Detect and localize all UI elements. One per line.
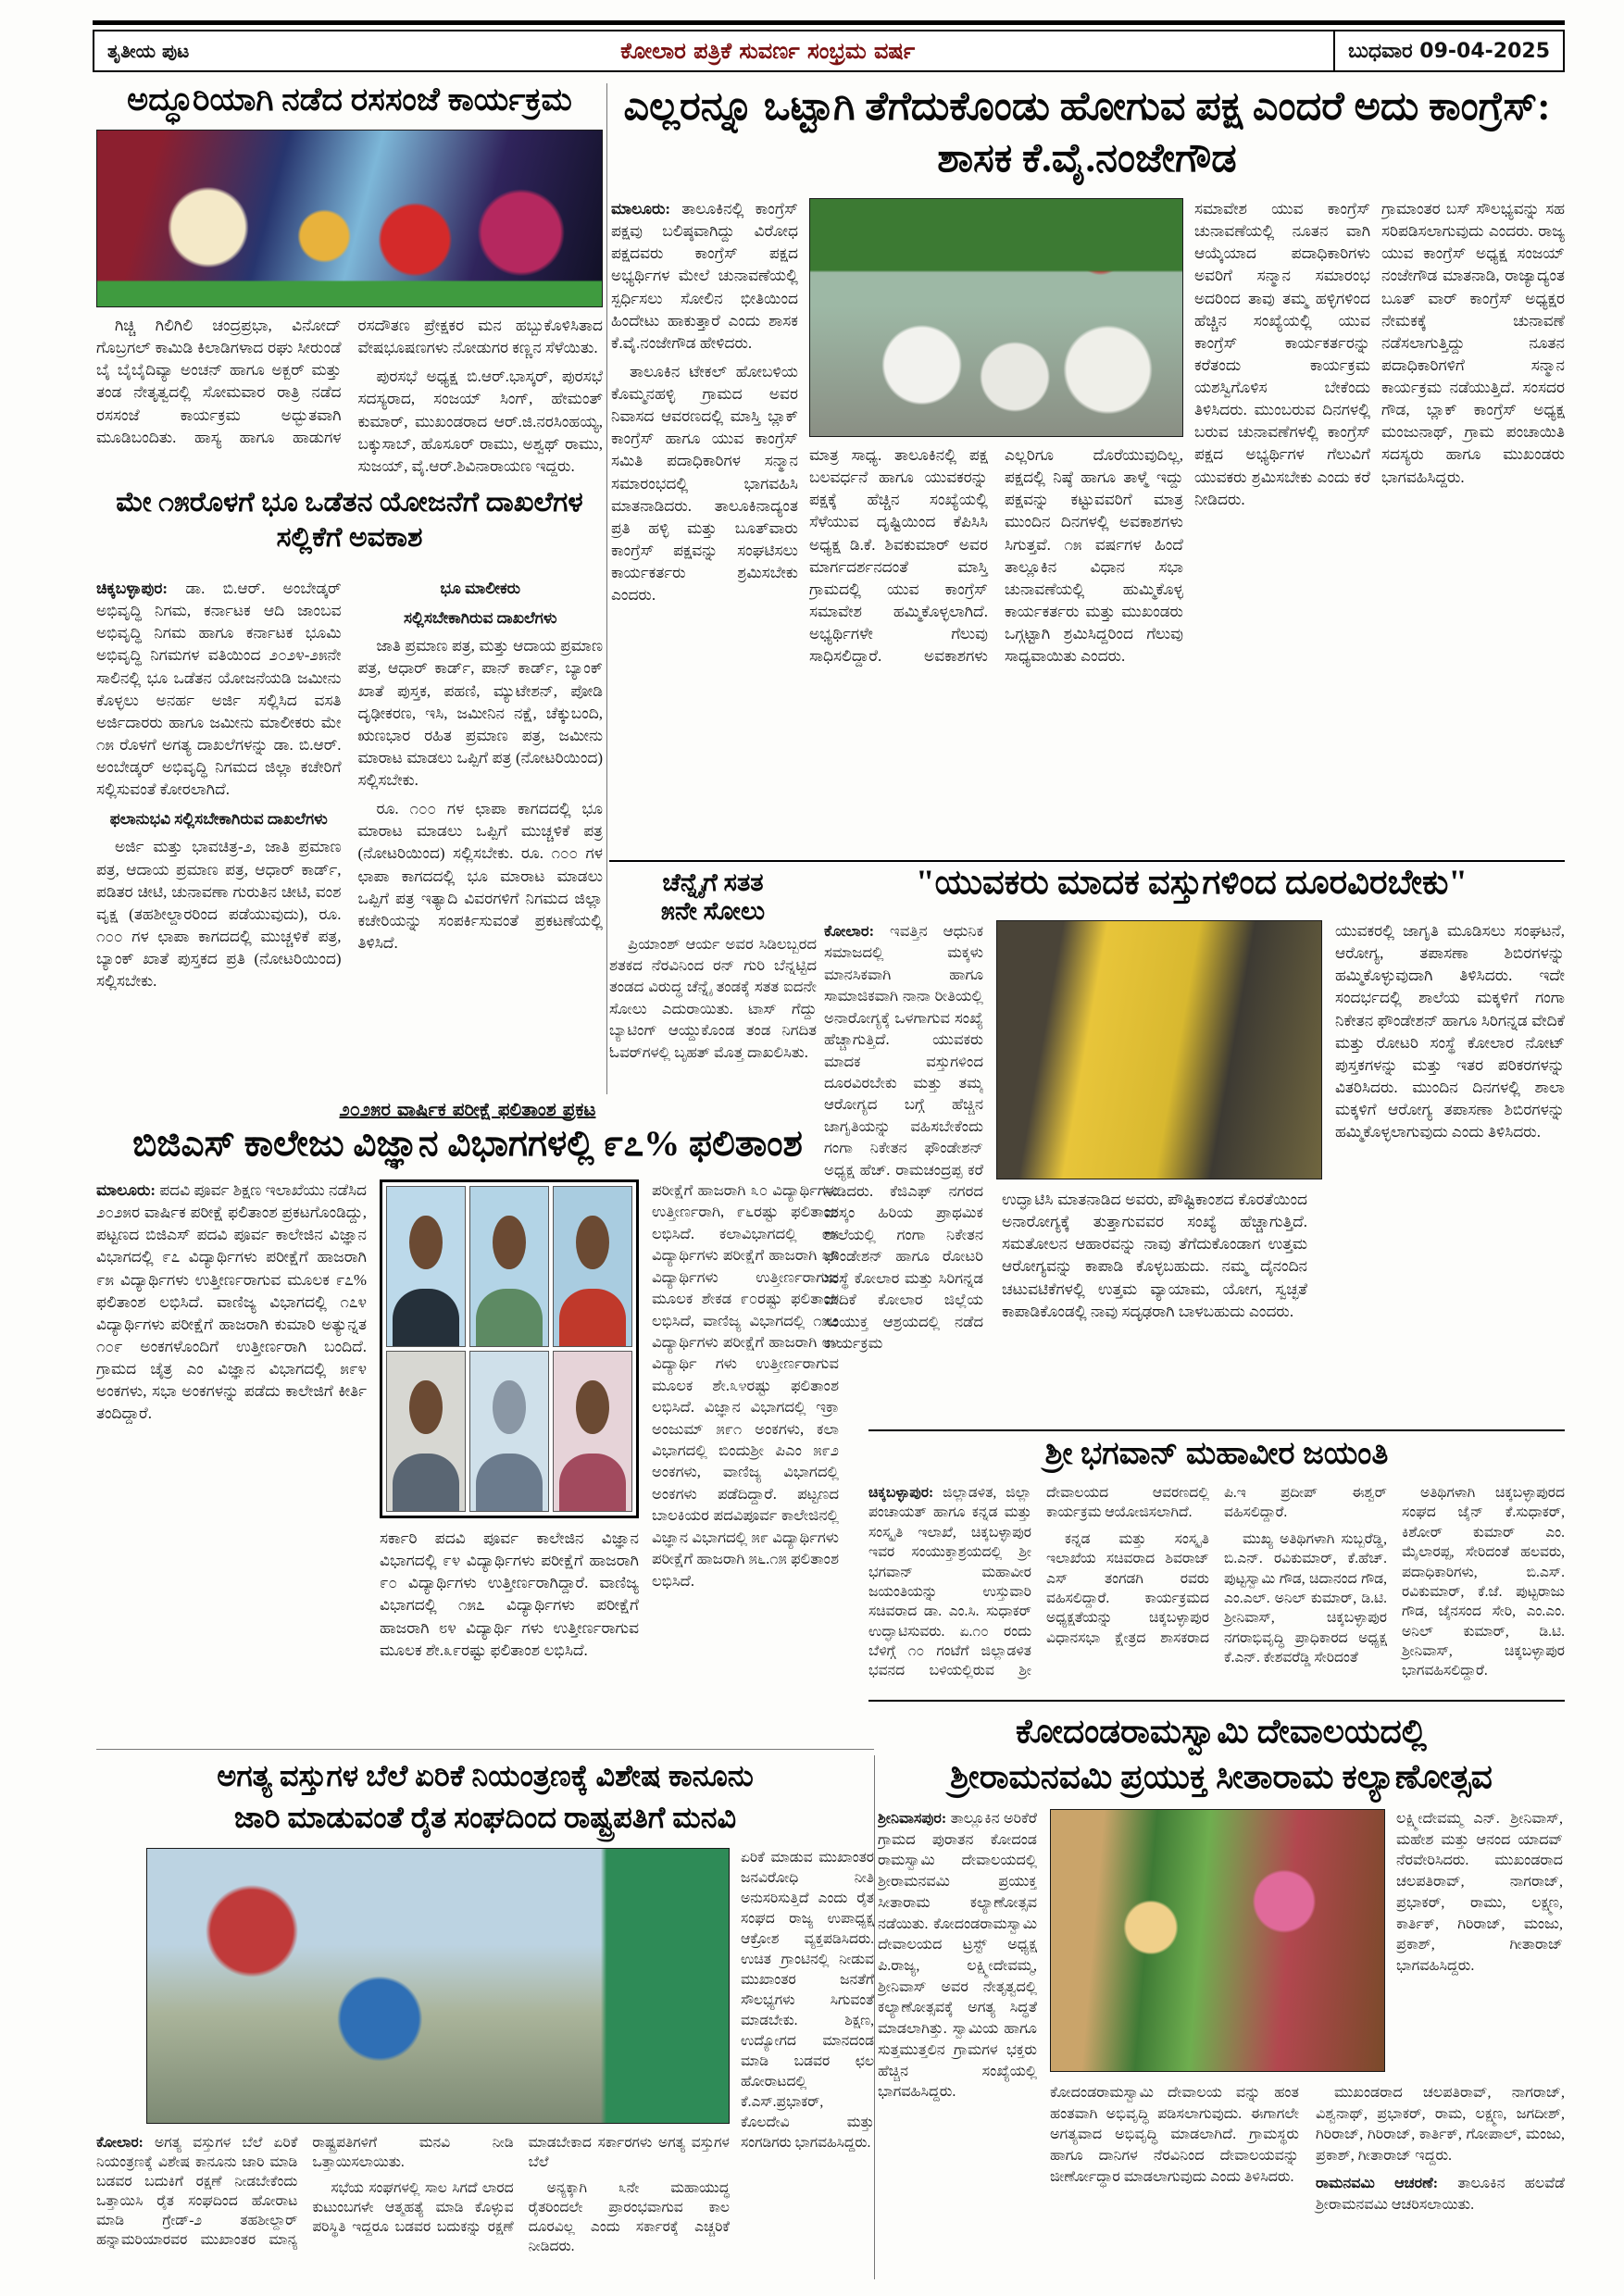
rasasanje-photo [96,130,603,307]
land-p2: ಅರ್ಜಿ ಮತ್ತು ಭಾವಚಿತ್ರ-೨, ಜಾತಿ ಪ್ರಮಾಣ ಪತ್ರ, ಆದಾಯ ಪ್ರಮಾಣ ಪತ್ರ, ಆಧಾರ್ ಕಾರ್ಡ್, ಪಡಿತರ ಚೀಟಿ, ಚುನಾವಣಾ ಗುರುತಿನ ಚೀಟಿ, ವಂಶ ವೃಕ್ಷ (ತಹಶೀಲ್ದಾರರಿಂದ ಪಡೆಯುವುದು), ರೂ. ೧೦೦ ಗಳ ಛಾಪಾ ಕಾಗದದಲ್ಲಿ ಮುಚ್ಚಳಿಕೆ ಪತ್ರ, ಬ್ಯಾಂಕ್ ಖಾತೆ ಪುಸ್ತಕದ ಪ್ರತಿ (ನೋಟರಿಯಿಂದ) ಸಲ್ಲಿಸಬೇಕು. [96,838,342,991]
bgs-body [96,1179,839,1742]
column-rule-left [606,83,607,1094]
yuvakaru-mid-group [996,920,1322,1431]
yuvakaru-photo [996,920,1322,1179]
kodanda-side-p: ಲಕ್ಷ್ಮೀದೇವಮ್ಮ ಎನ್. ಶ್ರೀನಿವಾಸ್, ಮಹೇಶ ಮತ್ತು ಆನಂದ ಯಾದವ್ ನೆರವೇರಿಸಿದರು. ಮುಖಂಡರಾದ ಚಲಪತಿರಾವ್, ನಾಗರಾಜ್, ಪ್ರಭಾಕರ್, ರಾಮು, ಲಕ್ಷ್ಮಣ, ಕಾರ್ತಿಕ್, ಗಿರಿರಾಜ್, ಮಂಜು, ಪ್ರಕಾಶ್, ಗೀತಾರಾಜ್ ಭಾಗವಹಿಸಿದ್ದರು. [1396,1811,1563,1975]
congress-col1b: ತಾಲೂಕಿನ ಟೇಕಲ್ ಹೋಬಳಿಯ ಕೊಮ್ಮನಹಳ್ಳಿ ಗ್ರಾಮದ ಅವರ ನಿವಾಸದ ಆವರಣದಲ್ಲಿ ಮಾಸ್ತಿ ಬ್ಲಾಕ್ ಕಾಂಗ್ರೆಸ್ ಹಾಗೂ ಯುವ ಕಾಂಗ್ರೆಸ್ ಸಮಿತಿ ಪದಾಧಿಕಾರಿಗಳ ಸನ್ಮಾನ ಸಮಾರಂಭದಲ್ಲಿ ಭಾಗವಹಿಸಿ ಮಾತನಾಡಿದರು. ತಾಲೂಕಿನಾದ್ಯಂತ ಪ್ರತಿ ಹಳ್ಳಿ ಮತ್ತು ಬೂತ್‌ವಾರು ಕಾಂಗ್ರೆಸ್ ಪಕ್ಷವನ್ನು ಸಂಘಟಿಸಲು ಕಾರ್ಯಕರ್ತರು ಶ್ರಮಿಸಬೇಕು ಎಂದರು. [611,362,798,605]
bgs-col1-text: ಪದವಿ ಪೂರ್ವ ಶಿಕ್ಷಣ ಇಲಾಖೆಯು ನಡೆಸಿದ ೨೦೨೫ರ ವಾರ್ಷಿಕ ಪರೀಕ್ಷೆ ಫಲಿತಾಂಶ ಪ್ರಕಟಗೊಂಡಿದ್ದು, ಪಟ್ಟಣದ ಬಿಜಿಎಸ್ ಪದವಿ ಪೂರ್ವ ಕಾಲೇಜಿನ ವಿಜ್ಞಾನ ವಿಭಾಗದಲ್ಲಿ ೯೭ ವಿದ್ಯಾರ್ಥಿಗಳು ಪರೀಕ್ಷೆಗೆ ಹಾಜರಾಗಿ ೯೫ ವಿದ್ಯಾರ್ಥಿಗಳು ಉತ್ತೀರ್ಣರಾಗುವ ಮೂಲಕ ೯೭% ಫಲಿತಾಂಶ ಲಭಿಸಿದೆ. ವಾಣಿಜ್ಯ ವಿಭಾಗದಲ್ಲಿ ೧೭೪ ವಿದ್ಯಾರ್ಥಿಗಳು ಪರೀಕ್ಷೆಗೆ ಹಾಜರಾಗಿ ಕುಮಾರಿ ಅತ್ಯುನ್ನತ ೧೦೯ ಅಂಕಗಳೊಂದಿಗೆ ಉತ್ತೀರ್ಣರಾಗಿ ಬಂದಿದೆ. ಗ್ರಾಮದ ಚೈತ್ರ ಎಂ ವಿಜ್ಞಾನ ವಿಭಾಗದಲ್ಲಿ ೫೯೪ ಅಂಕಗಳು, ಸಭಾ ಅಂಕಗಳನ್ನು ಪಡೆದು ಕಾಲೇಜಿಗೆ ಕೀರ್ತಿ ತಂದಿದ್ದಾರೆ. [96,1181,367,1423]
mahaveer-p4: ಅತಿಥಿಗಳಾಗಿ ಚಿಕ್ಕಬಳ್ಳಾಪುರದ ಸಂಘದ ಜೈನ್ ಕೆ.ಸುಧಾಕರ್, ಕಿಶೋರ್ ಕುಮಾರ್ ಎಂ. ಮೈಲಾರಪ್ಪ, ಸೇರಿದಂತೆ ಹಲವರು, ಪದಾಧಿಕಾರಿಗಳು, ಬಿ.ಎಸ್. ರವಿಕುಮಾರ್, ಕೆ.ಜೆ. ಪುಟ್ಟರಾಜು ಗೌಡ, ಜೈನಸಂದ ಸೇರಿ, ಎಂ.ಎಂ. ಅನಿಲ್ ಕುಮಾರ್, ಡಿ.ಟಿ. ಶ್ರೀನಿವಾಸ್, ಚಿಕ್ಕಬಳ್ಳಾಪುರ ಭಾಗವಹಿಸಲಿದ್ದಾರೆ. [1402,1485,1565,1679]
bgs-headline: ಬಿಜಿಎಸ್ ಕಾಲೇಜು ವಿಜ್ಞಾನ ವಿಭಾಗಗಳಲ್ಲಿ ೯೭% ಫಲಿತಾಂಶ [132,1124,803,1164]
congress-mid-group [809,198,1183,861]
land-p1: ಡಾ. ಬಿ.ಆರ್. ಅಂಬೇಡ್ಕರ್ ಅಭಿವೃದ್ಧಿ ನಿಗಮ, ಕರ್ನಾಟಕ ಆದಿ ಜಾಂಬವ ಅಭಿವೃದ್ಧಿ ನಿಗಮ ಹಾಗೂ ಕರ್ನಾಟಕ ಭೂಮಿ ಅಭಿವೃದ್ಧಿ ನಿಗಮಗಳ ವತಿಯಿಂದ ೨೦೨೪-೨೫ನೇ ಸಾಲಿನಲ್ಲಿ ಭೂ ಒಡೆತನ ಯೋಜನೆಯಡಿ ಜಮೀನು ಕೊಳ್ಳಲು ಅನರ್ಹ ಅರ್ಜಿ ಸಲ್ಲಿಸಿದ ವಸತಿ ಅರ್ಜಿದಾರರು ಹಾಗೂ ಜಮೀನು ಮಾಲೀಕರು ಮೇ ೧೫ ರೊಳಗೆ ಅಗತ್ಯ ದಾಖಲೆಗಳನ್ನು ಡಾ. ಬಿ.ಆರ್. ಅಂಬೇಡ್ಕರ್ ಅಭಿವೃದ್ಧಿ ನಿಗಮದ ಜಿಲ್ಲಾ ಕಚೇರಿಗೆ ಸಲ್ಲಿಸುವಂತೆ ಕೋರಲಾಗಿದೆ. [96,580,342,799]
kodanda-col1-text: ತಾಲ್ಲೂಕಿನ ಅರಿಕೆರೆ ಗ್ರಾಮದ ಪುರಾತನ ಕೋದಂಡ ರಾಮಸ್ವಾಮಿ ದೇವಾಲಯದಲ್ಲಿ ಶ್ರೀರಾಮನವಮಿ ಪ್ರಯುಕ್ತ ಸೀತಾರಾಮ ಕಲ್ಯಾಣೋತ್ಸವ ನಡೆಯಿತು. ಕೋದಂಡರಾಮಸ್ವಾಮಿ ದೇವಾಲಯದ ಟ್ರಸ್ಟ್ ಅಧ್ಯಕ್ಷ ಪಿ.ರಾಜ್ಯ, ಲಕ್ಷ್ಮೀದೇವಮ್ಮ, ಶ್ರೀನಿವಾಸ್ ಅವರ ನೇತೃತ್ವದಲ್ಲಿ ಕಲ್ಯಾಣೋತ್ಸವಕ್ಕೆ ಅಗತ್ಯ ಸಿದ್ಧತೆ ಮಾಡಲಾಗಿತ್ತು. ಸ್ವಾಮಿಯ ಹಾಗೂ ಸುತ್ತಮುತ್ತಲಿನ ಗ್ರಾಮಗಳ ಭಕ್ತರು ಹೆಚ್ಚಿನ ಸಂಖ್ಯೆಯಲ್ಲಿ ಭಾಗವಹಿಸಿದ್ದರು. [878,1811,1037,2101]
mahaveer-p2: ಕನ್ನಡ ಮತ್ತು ಸಂಸ್ಕೃತಿ ಇಲಾಖೆಯ ಸಚಿವರಾದ ಶಿವರಾಜ್ ಎಸ್ ತಂಗಡಗಿ ರವರು ವಹಿಸಲಿದ್ದಾರೆ. ಕಾರ್ಯಕ್ರಮದ ಅಧ್ಯಕ್ಷತೆಯನ್ನು ಚಿಕ್ಕಬಳ್ಳಾಪುರ ವಿಧಾನಸಭಾ ಕ್ಷೇತ್ರದ ಶಾಸಕರಾದ ಪಿ.ಇ ಪ್ರದೀಪ್ ಈಶ್ವರ್ ವಹಿಸಲಿದ್ದಾರೆ. [1046,1485,1387,1646]
rasasanje-body [96,315,603,483]
yuvakaru-mid-p: ಉದ್ಘಾಟಿಸಿ ಮಾತನಾಡಿದ ಅವರು, ಪೌಷ್ಟಿಕಾಂಶದ ಕೊರತೆಯಿಂದ ಅನಾರೋಗ್ಯಕ್ಕೆ ತುತ್ತಾಗುವವರ ಸಂಖ್ಯೆ ಹೆಚ್ಚಾಗುತ್ತಿದೆ. ಸಮತೋಲನ ಆಹಾರವನ್ನು ನಾವು ತೆಗೆದುಕೊಂಡಾಗ ಉತ್ತಮ ಆರೋಗ್ಯವನ್ನು ಕಾಪಾಡಿ ಕೊಳ್ಳಬಹುದು. ನಮ್ಮ ದೈನಂದಿನ ಚಟುವಟಿಕೆಗಳಲ್ಲಿ ಉತ್ತಮ ವ್ಯಾಯಾಮ, ಯೋಗ, ಸ್ವಚ್ಛತೆ ಕಾಪಾಡಿಕೊಂಡಲ್ಲಿ ನಾವು ಸದೃಢರಾಗಿ ಬಾಳಬಹುದು ಎಂದರು. [1002,1191,1307,1320]
yuvakaru-body [824,920,1565,1431]
kodanda-headline [878,1709,1565,1799]
congress-mid-p: ಮಾತ್ರ ಸಾಧ್ಯ. ತಾಲೂಕಿನಲ್ಲಿ ಪಕ್ಷ ಬಲವರ್ಧನೆ ಹಾಗೂ ಯುವಕರನ್ನು ಪಕ್ಷಕ್ಕೆ ಹೆಚ್ಚಿನ ಸಂಖ್ಯೆಯಲ್ಲಿ ಸೆಳೆಯುವ ದೃಷ್ಟಿಯಿಂದ ಕೆಪಿಸಿಸಿ ಅಧ್ಯಕ್ಷ ಡಿ.ಕೆ. ಶಿವಕುಮಾರ್ ಅವರ ಮಾರ್ಗದರ್ಶನದಂತೆ ಮಾಸ್ತಿ ಗ್ರಾಮದಲ್ಲಿ ಯುವ ಕಾಂಗ್ರೆಸ್ ಸಮಾವೇಶ ಹಮ್ಮಿಕೊಳ್ಳಲಾಗಿದೆ. ಅಭ್ಯರ್ಥಿಗಳೇ ಗೆಲುವು ಸಾಧಿಸಲಿದ್ದಾರೆ. ಅವಕಾಶಗಳು ಎಲ್ಲರಿಗೂ ದೊರೆಯುವುದಿಲ್ಲ, ಪಕ್ಷದಲ್ಲಿ ನಿಷ್ಠೆ ಹಾಗೂ ತಾಳ್ಮೆ ಇದ್ದು ಪಕ್ಷವನ್ನು ಕಟ್ಟುವವರಿಗೆ ಮಾತ್ರ ಮುಂದಿನ ದಿನಗಳಲ್ಲಿ ಅವಕಾಶಗಳು ಸಿಗುತ್ತವೆ. ೧೫ ವರ್ಷಗಳ ಹಿಂದೆ ತಾಲ್ಲೂಕಿನ ವಿಧಾನ ಸಭಾ ಚುನಾವಣೆಯಲ್ಲಿ ಹುಮ್ಮಿಕೊಳ್ಳ ಕಾರ್ಯಕರ್ತರು ಮತ್ತು ಮುಖಂಡರು ಒಗ್ಗಟ್ಟಾಗಿ ಶ್ರಮಿಸಿದ್ದರಿಂದ ಗೆಲುವು ಸಾಧ್ಯವಾಯಿತು ಎಂದರು. [808,446,1183,666]
bgs-mid-group [380,1179,639,1742]
rasasanje-headline: ಅದ್ಧೂರಿಯಾಗಿ ನಡೆದ ರಸಸಂಜೆ ಕಾರ್ಯಕ್ರಮ [127,81,572,118]
farmers-top-rule [96,1749,874,1750]
student-portrait-2 [469,1186,549,1347]
yuvakaru-col1-text: ಇವತ್ತಿನ ಆಧುನಿಕ ಸಮಾಜದಲ್ಲಿ ಮಕ್ಕಳು ಮಾನಸಿಕವಾಗಿ ಹಾಗೂ ಸಾಮಾಜಿಕವಾಗಿ ನಾನಾ ರೀತಿಯಲ್ಲಿ ಅನಾರೋಗ್ಯಕ್ಕೆ ಒಳಗಾಗುವ ಸಂಖ್ಯೆ ಹೆಚ್ಚಾಗುತ್ತಿದೆ. ಯುವಕರು ಮಾದಕ ವಸ್ತುಗಳಿಂದ ದೂರವಿರಬೇಕು ಮತ್ತು ತಮ್ಮ ಆರೋಗ್ಯದ ಬಗ್ಗೆ ಹೆಚ್ಚಿನ ಜಾಗೃತಿಯನ್ನು ವಹಿಸಬೇಕೆಂದು ಗಂಗಾ ನಿಕೇತನ ಫೌಂಡೇಶನ್ ಅಧ್ಯಕ್ಷ ಹೆಚ್. ರಾಮಚಂದ್ರಪ್ಪ ಕರೆ ನೀಡಿದರು. ಕೆಜಿಎಫ್ ನಗರದ ಮಸ್ಕಂ ಹಿರಿಯ ಪ್ರಾಥಮಿಕ ಶಾಲೆಯಲ್ಲಿ ಗಂಗಾ ನಿಕೇತನ ಫೌಂಡೇಶನ್ ಹಾಗೂ ರೋಟರಿ ಸಂಸ್ಥೆ ಕೋಲಾರ ಮತ್ತು ಸಿರಿಗನ್ನಡ ವೇದಿಕೆ ಕೋಲಾರ ಜಿಲ್ಲೆಯ ಸಂಯುಕ್ತ ಆಶ್ರಯದಲ್ಲಿ ನಡೆದ ಕಾರ್ಯಕ್ರಮ [824,922,983,1353]
bgs-mid-text [380,1528,639,1739]
yuvakaru-mid-text [1002,1189,1307,1429]
land-subhead-salli: ಸಲ್ಲಿಸಬೇಕಾಗಿರುವ ದಾಖಲೆಗಳು [404,609,557,628]
bgs-mid-p: ಸರ್ಕಾರಿ ಪದವಿ ಪೂರ್ವ ಕಾಲೇಜಿನ ವಿಜ್ಞಾನ ವಿಭಾಗದಲ್ಲಿ ೯೪ ವಿದ್ಯಾರ್ಥಿಗಳು ಪರೀಕ್ಷೆಗೆ ಹಾಜರಾಗಿ ೯೦ ವಿದ್ಯಾರ್ಥಿಗಳು ಉತ್ತೀರ್ಣರಾಗಿದ್ದಾರೆ. ವಾಣಿಜ್ಯ ವಿಭಾಗದಲ್ಲಿ ೧೫೭ ವಿದ್ಯಾರ್ಥಿಗಳು ಪರೀಕ್ಷೆಗೆ ಹಾಜರಾಗಿ ೮೪ ವಿದ್ಯಾರ್ಥಿ ಗಳು ಉತ್ತೀರ್ಣರಾಗುವ ಮೂಲಕ ಶೇ.೩೯ರಷ್ಟು ಫಲಿತಾಂಶ ಲಭಿಸಿದೆ. [380,1529,639,1659]
congress-photo [809,198,1183,437]
yuvakaru-dateline: ಕೋಲಾರ: [824,922,875,940]
land-body [96,578,603,1092]
chennai-p1: ಪ್ರಿಯಾಂಶ್ ಆರ್ಯ ಅವರ ಸಿಡಿಲಬ್ಬರದ ಶತಕದ ನೆರವಿನಿಂದ ರನ್ ಗುರಿ ಬೆನ್ನಟ್ಟಿದ ತಂಡದ ವಿರುದ್ಧ ಚೆನ್ನೈ ತಂಡಕ್ಕೆ ಸತತ ಐದನೇ ಸೋಲು ಎದುರಾಯಿತು. ಟಾಸ್ ಗೆದ್ದು ಬ್ಯಾಟಿಂಗ್ ಆಯ್ದುಕೊಂಡ ತಂಡ ನಿಗದಿತ ಓವರ್‌ಗಳಲ್ಲಿ ಬೃಹತ್ ಮೊತ್ತ ದಾಖಲಿಸಿತು. [609,934,817,1061]
farmers-dateline: ಕೋಲಾರ: [96,2135,144,2151]
masthead-date: ಬುಧವಾರ 09-04-2025 [1333,31,1563,70]
mahaveer-dateline: ಚಿಕ್ಕಬಳ್ಳಾಪುರ: [868,1485,934,1501]
page-number-label: ತೃತೀಯ ಪುಟ [107,40,190,62]
chennai-headline-l2: ೫ನೇ ಸೋಲು [660,896,766,925]
student-portrait-1 [386,1186,466,1347]
bgs-kicker: ೨೦೨೫ರ ವಾರ್ಷಿಕ ಪರೀಕ್ಷೆ ಫಲಿತಾಂಶ ಪ್ರಕಟ [339,1098,596,1120]
kodanda-right-group [1050,1809,1565,2279]
congress-col4 [1194,198,1370,861]
farmers-below1: ಅಗತ್ಯ ವಸ್ತುಗಳ ಬೆಲೆ ಏರಿಕೆ ನಿಯಂತ್ರಣಕ್ಕೆ ವಿಶೇಷ ಕಾನೂನು ಜಾರಿ ಮಾಡಿ ಬಡವರ ಬದುಕಿಗೆ ರಕ್ಷಣೆ ನೀಡಬೇಕೆಂದು ಒತ್ತಾಯಿಸಿ ರೈತ ಸಂಘದಿಂದ ಹೋರಾಟ ಮಾಡಿ ಗ್ರೇಡ್-೨ ತಹಶೀಲ್ದಾರ್ ಹನ್ನಾಮರಿಯಾರವರ ಮುಖಾಂತರ ಮಾನ್ಯ ರಾಷ್ಟ್ರಪತಿಗಳಿಗೆ ಮನವಿ ನೀಡಿ ಒತ್ತಾಯಿಸಲಾಯಿತು. [96,2135,514,2249]
kodanda-body [878,1809,1565,2279]
congress-mid-text [809,444,1183,861]
bgs-col3 [652,1179,839,1742]
congress-col1 [611,198,798,861]
yuvakaru-col3 [1335,920,1565,1431]
farmers-photo [146,1848,730,2124]
bgs-dateline: ಮಾಲೂರು: [96,1181,156,1199]
kodanda-below2-tail: ತಾಲೂಕಿನ ಹಲವೆಡೆ ಶ್ರೀರಾಮನವಮಿ ಆಚರಿಸಲಾಯಿತು. [1316,2175,1565,2213]
farmers-right-p: ಏರಿಕೆ ಮಾಡುವ ಮುಖಾಂತರ ಜನವಿರೋಧಿ ನೀತಿ ಅನುಸರಿಸುತ್ತಿದೆ ಎಂದು ರೈತ ಸಂಘದ ರಾಜ್ಯ ಉಪಾಧ್ಯಕ್ಷ ಆಕ್ರೋಶ ವ್ಯಕ್ತಪಡಿಸಿದರು. ಉಚಿತ ಗ್ರಾಂಟಿನಲ್ಲಿ ನೀಡುವ ಮುಖಾಂತರ ಜನತೆಗೆ ಸೌಲಭ್ಯಗಳು ಸಿಗುವಂತೆ ಮಾಡಬೇಕು. ಶಿಕ್ಷಣ, ಉದ್ಯೋಗದ ಮಾನದಂಡ ಮಾಡಿ ಬಡವರ ಛಲ ಹೋರಾಟದಲ್ಲಿ ಕೆ.ಎಸ್.ಪ್ರಭಾಕರ್, ಕೊಲದೇವಿ ಮತ್ತು ಸಂಗಡಿಗರು ಭಾಗವಹಿಸಿದ್ದರು. [741,1850,874,2151]
bgs-col1 [96,1179,367,1742]
yuvakaru-headline: "ಯುವಕರು ಮಾದಕ ವಸ್ತುಗಳಿಂದ ದೂರವಿರಬೇಕು" [916,864,1468,902]
kodanda-photo [1050,1809,1385,2072]
land-subhead-bhu: ಭೂ ಮಾಲೀಕರು [440,580,521,597]
kodanda-below1: ಕೋದಂಡರಾಮಸ್ವಾಮಿ ದೇವಾಲಯ ವನ್ನು ಹಂತ ಹಂತವಾಗಿ ಅಭಿವೃದ್ಧಿ ಪಡಿಸಲಾಗುವುದು. ಈಗಾಗಲೇ ಅಗತ್ಯವಾದ ಅಭಿವೃದ್ಧಿ ಮಾಡಲಾಗಿದೆ. ಗ್ರಾಮಸ್ಥರು ಹಾಗೂ ದಾನಿಗಳ ನೆರವಿನಿಂದ ದೇವಾಲಯವನ್ನು ಜೀರ್ಣೋದ್ಧಾರ ಮಾಡಲಾಗುವುದು ಎಂದು ತಿಳಿಸಿದರು. [1050,2085,1299,2185]
student-portrait-6 [553,1351,632,1512]
farmers-left-group [96,1848,730,2279]
student-portrait-3 [553,1186,632,1347]
kodanda-subhead: ರಾಮನವಮಿ ಆಚರಣೆ: [1316,2175,1439,2191]
mahaveer-body [868,1483,1565,1694]
student-portrait-4 [386,1351,466,1512]
farmers-headline-l2: ಜಾರಿ ಮಾಡುವಂತೆ ರೈತ ಸಂಘದಿಂದ ರಾಷ್ಟ್ರಪತಿಗೆ ಮನವಿ [233,1800,737,1834]
masthead [93,30,1565,72]
farmers-below3: ಅನ್ಯಕ್ಕಾಗಿ ೩ನೇ ಮಹಾಯುದ್ಧ ರೈತರಿಂದಲೇ ಪ್ರಾರಂಭವಾಗುವ ಕಾಲ ದೂರವಿಲ್ಲ ಎಂದು ಸರ್ಕಾರಕ್ಕೆ ಎಚ್ಚರಿಕೆ ನೀಡಿದರು. [528,2180,730,2255]
land-subhead-fala: ಫಲಾನುಭವಿ ಸಲ್ಲಿಸಬೇಕಾಗಿರುವ ದಾಖಲೆಗಳು [109,810,328,829]
farmers-body [96,1848,874,2279]
land-p3: ಜಾತಿ ಪ್ರಮಾಣ ಪತ್ರ, ಮತ್ತು ಆದಾಯ ಪ್ರಮಾಣ ಪತ್ರ, ಆಧಾರ್ ಕಾರ್ಡ್, ಪಾನ್ ಕಾರ್ಡ್, ಬ್ಯಾಂಕ್ ಖಾತೆ ಪುಸ್ತಕ, ಪಹಣಿ, ಮ್ಯುಟೇಶನ್, ಪೋಡಿ ದೃಢೀಕರಣ, ಇಸಿ, ಜಮೀನಿನ ನಕ್ಷೆ, ಚೆಕ್ಕುಬಂದಿ, ಋಣಭಾರ ರಹಿತ ಪ್ರಮಾಣ ಪತ್ರ, ಜಮೀನು ಮಾರಾಟ ಮಾಡಲು ಒಪ್ಪಿಗೆ ಪತ್ರ (ನೋಟರಿಯಿಂದ) ಸಲ್ಲಿಸಬೇಕು. [357,637,603,789]
farmers-below-text [96,2133,730,2272]
congress-body [611,198,1565,861]
congress-col5 [1381,198,1565,861]
student-portrait-5 [469,1351,549,1512]
bgs-student-photos [380,1179,639,1518]
mahaveer-p1: ಜಿಲ್ಲಾಡಳಿತ, ಜಿಲ್ಲಾ ಪಂಚಾಯತ್ ಹಾಗೂ ಕನ್ನಡ ಮತ್ತು ಸಂಸ್ಕೃತಿ ಇಲಾಖೆ, ಚಿಕ್ಕಬಳ್ಳಾಪುರ ಇವರ ಸಂಯುಕ್ತಾಶ್ರಯದಲ್ಲಿ ಶ್ರೀ ಭಗವಾನ್ ಮಹಾವೀರ ಜಯಂತಿಯನ್ನು ಉಸ್ತುವಾರಿ ಸಚಿವರಾದ ಡಾ. ಎಂ.ಸಿ. ಸುಧಾಕರ್ ಉದ್ಘಾಟಿಸುವರು. ಏ.೧೦ ರಂದು ಬೆಳಿಗ್ಗೆ ೧೦ ಗಂಟೆಗೆ ಜಿಲ್ಲಾಡಳಿತ ಭವನದ ಬಳಿಯಲ್ಲಿರುವ ಶ್ರೀ ದೇವಾಲಯದ ಆವರಣದಲ್ಲಿ ಕಾರ್ಯಕ್ರಮ ಆಯೋಜಿಸಲಾಗಿದೆ. [868,1485,1209,1679]
kodanda-col1 [878,1809,1037,2279]
congress-col5-p: ಗ್ರಾಮಾಂತರ ಬಸ್ ಸೌಲಭ್ಯವನ್ನು ಸಹ ಸರಿಪಡಿಸಲಾಗುವುದು ಎಂದರು. ರಾಜ್ಯ ಯುವ ಕಾಂಗ್ರೆಸ್ ಅಧ್ಯಕ್ಷ ಸಂಜಯ್ ನಂಜೇಗೌಡ ಮಾತನಾಡಿ, ರಾಜ್ಯಾದ್ಯಂತ ಬೂತ್ ವಾರ್ ಕಾಂಗ್ರೆಸ್ ಅಧ್ಯಕ್ಷರ ನೇಮಕಕ್ಕೆ ಚುನಾವಣೆ ನಡೆಸಲಾಗುತ್ತಿದ್ದು ನೂತನ ಪದಾಧಿಕಾರಿಗಳಿಗೆ ಸನ್ಮಾನ ಕಾರ್ಯಕ್ರಮ ನಡೆಯುತ್ತಿದೆ. ಸಂಸದರ ಗೌಡ, ಬ್ಲಾಕ್ ಕಾಂಗ್ರೆಸ್ ಅಧ್ಯಕ್ಷ ಮಂಜುನಾಥ್, ಗ್ರಾಮ ಪಂಚಾಯಿತಿ ಸದಸ್ಯರು ಹಾಗೂ ಮುಖಂಡರು ಭಾಗವಹಿಸಿದ್ದರು. [1381,200,1565,486]
chennai-article [609,868,817,1086]
kodanda-headline-l1: ಕೋದಂಡರಾಮಸ್ವಾಮಿ ದೇವಾಲಯದಲ್ಲಿ [1015,1713,1428,1750]
rasasanje-p1: ಗಿಚ್ಚಿ ಗಿಲಿಗಿಲಿ ಚಂದ್ರಪ್ರಭಾ, ವಿನೋದ್ ಗೊಬ್ರಗಲ್ ಕಾಮಿಡಿ ಕಿಲಾಡಿಗಳಾದ ರಘು ಸೀರುಂಡೆ ಬೈ ಬೈಬೈದಿವ್ಯಾ ಅಂಚನ್ ಹಾಗೂ ಅಕ್ಬರ್ ಮತ್ತು ತಂಡ ನೇತೃತ್ವದಲ್ಲಿ ಸೋಮವಾರ ರಾತ್ರಿ ನಡೆದ ರಸಸಂಜೆ ಕಾರ್ಯಕ್ರಮ ಅದ್ಭುತವಾಗಿ ಮೂಡಿಬಂದಿತು. ಹಾಸ್ಯ ಹಾಗೂ ಹಾಡುಗಳ ರಸದೌತಣ ಪ್ರೇಕ್ಷಕರ ಮನ ಹಬ್ಬುಕೊಳಿಸಿತಾದ ವೇಷಭೂಷಣಗಳು ನೋಡುಗರ ಕಣ್ಣನ ಸೆಳೆಯಿತು. [96,317,603,446]
congress-col4-p: ಸಮಾವೇಶ ಯುವ ಕಾಂಗ್ರೆಸ್ ಚುನಾವಣೆಯಲ್ಲಿ ನೂತನ ವಾಗಿ ಆಯ್ಕೆಯಾದ ಪದಾಧಿಕಾರಿಗಳು ಅವರಿಗೆ ಸನ್ಮಾನ ಸಮಾರಂಭ ಅದರಿಂದ ತಾವು ತಮ್ಮ ಹಳ್ಳಿಗಳಿಂದ ಹೆಚ್ಚಿನ ಸಂಖ್ಯೆಯಲ್ಲಿ ಯುವ ಕಾಂಗ್ರೆಸ್ ಕಾರ್ಯಕರ್ತರನ್ನು ಕರೆತಂದು ಕಾರ್ಯಕ್ರಮ ಯಶಸ್ವಿಗೊಳಿಸ ಬೇಕೆಂದು ತಿಳಿಸಿದರು. ಮುಂಬರುವ ದಿನಗಳಲ್ಲಿ ಬರುವ ಚುನಾವಣೆಗಳಲ್ಲಿ ಕಾಂಗ್ರೆಸ್ ಪಕ್ಷದ ಅಭ್ಯರ್ಥಿಗಳ ಗೆಲುವಿಗೆ ಯುವಕರು ಶ್ರಮಿಸಬೇಕು ಎಂದು ಕರೆ ನೀಡಿದರು. [1193,200,1371,508]
farmers-below2: ಸಭೆಯ ಸಂಘಗಳಲ್ಲಿ ಸಾಲ ಸಿಗದೆ ಲಾರದ ಕುಟುಂಬಗಳೇ ಆತ್ಮಹತ್ಯೆ ಮಾಡಿ ಕೊಳ್ಳುವ ಪರಿಸ್ಥಿತಿ ಇದ್ದರೂ ಬಡವರ ಬದುಕನ್ನು ರಕ್ಷಣೆ ಮಾಡಬೇಕಾದ ಸರ್ಕಾರಗಳು ಅಗತ್ಯ ವಸ್ತುಗಳ ಬೆಲೆ [312,2135,730,2236]
masthead-banner: ಕೋಲಾರ ಪತ್ರಿಕೆ ಸುವರ್ಣ ಸಂಭ್ರಮ ವರ್ಷ [620,38,916,64]
congress-headline: ಎಲ್ಲರನ್ನೂ ಒಟ್ಟಾಗಿ ತೆಗೆದುಕೊಂಡು ಹೋಗುವ ಪಕ್ಷ ಎಂದರೆ ಅದು ಕಾಂಗ್ರೆಸ್: ಶಾಸಕ ಕೆ.ವೈ.ನಂಜೇಗೌಡ [623,85,1551,181]
yuvakaru-col3-p: ಯುವಕರಲ್ಲಿ ಜಾಗೃತಿ ಮೂಡಿಸಲು ಸಂಘಟನೆ, ಆರೋಗ್ಯ, ತಪಾಸಣಾ ಶಿಬಿರಗಳನ್ನು ಹಮ್ಮಿಕೊಳ್ಳುವುದಾಗಿ ತಿಳಿಸಿದರು. ಇದೇ ಸಂದರ್ಭದಲ್ಲಿ ಶಾಲೆಯ ಮಕ್ಕಳಿಗೆ ಗಂಗಾ ನಿಕೇತನ ಫೌಂಡೇಶನ್ ಹಾಗೂ ಸಿರಿಗನ್ನಡ ವೇದಿಕೆ ಮತ್ತು ರೋಟರಿ ಸಂಸ್ಥೆ ಕೋಲಾರ ನೋಟ್ ಪುಸ್ತಕಗಳನ್ನು ಮತ್ತು ಇತರ ಪರಿಕರಗಳನ್ನು ವಿತರಿಸಿದರು. ಮುಂದಿನ ದಿನಗಳಲ್ಲಿ ಶಾಲಾ ಮಕ್ಕಳಿಗೆ ಆರೋಗ್ಯ ತಪಾಸಣಾ ಶಿಬಿರಗಳನ್ನು ಹಮ್ಮಿಕೊಳ್ಳಲಾಗುವುದು ಎಂದು ತಿಳಿಸಿದರು. [1335,922,1565,1142]
land-headline: ಮೇ ೧೫ರೊಳಗೆ ಭೂ ಒಡೆತನ ಯೋಜನೆಗೆ ದಾಖಲೆಗಳ ಸಲ್ಲಿಕೆಗೆ ಅವಕಾಶ [116,487,583,553]
kodanda-side-col [1396,1809,1563,2072]
farmers-headline-l1: ಅಗತ್ಯ ವಸ್ತುಗಳ ಬೆಲೆ ಏರಿಕೆ ನಿಯಂತ್ರಣಕ್ಕೆ ವಿಶೇಷ ಕಾನೂನು [217,1759,754,1792]
kodanda-headline-l2: ಶ್ರೀರಾಮನವಮಿ ಪ್ರಯುಕ್ತ ಸೀತಾರಾಮ ಕಲ್ಯಾಣೋತ್ಸವ [950,1757,1493,1795]
top-rule [93,20,1565,25]
kodanda-photo-row [1050,1809,1565,2072]
land-p4: ರೂ. ೧೦೦ ಗಳ ಛಾಪಾ ಕಾಗದದಲ್ಲಿ ಭೂ ಮಾರಾಟ ಮಾಡಲು ಒಪ್ಪಿಗೆ ಮುಚ್ಚಳಿಕೆ ಪತ್ರ (ನೋಟರಿಯಿಂದ) ಸಲ್ಲಿಸಬೇಕು. ರೂ. ೧೦೦ ಗಳ ಛಾಪಾ ಕಾಗದದಲ್ಲಿ ಭೂ ಮಾರಾಟ ಮಾಡಲು ಒಪ್ಪಿಗೆ ಪತ್ರ ಇತ್ಯಾದಿ ವಿವರಗಳಿಗೆ ನಿಗಮದ ಜಿಲ್ಲಾ ಕಚೇರಿಯನ್ನು ಸಂಪರ್ಕಿಸುವಂತೆ ಪ್ರಕಟಣೆಯಲ್ಲಿ ತಿಳಿಸಿದೆ. [357,800,603,952]
farmers-headline [96,1755,874,1839]
congress-bottom-rule [609,860,1565,862]
mahaveer-p3: ಮುಖ್ಯ ಅತಿಥಿಗಳಾಗಿ ಸುಬ್ಬರೆಡ್ಡಿ, ಬಿ.ಎನ್. ರವಿಕುಮಾರ್, ಕೆ.ಹೆಚ್. ಪುಟ್ಟಸ್ವಾಮಿ ಗೌಡ, ಚಿದಾನಂದ ಗೌಡ, ಎಂ.ಎಲ್. ಅನಿಲ್ ಕುಮಾರ್, ಡಿ.ಟಿ. ಶ್ರೀನಿವಾಸ್, ಚಿಕ್ಕಬಳ್ಳಾಪುರ ನಗರಾಭಿವೃದ್ಧಿ ಪ್ರಾಧಿಕಾರದ ಅಧ್ಯಕ್ಷ ಕೆ.ಎನ್. ಕೇಶವರೆಡ್ಡಿ ಸೇರಿದಂತೆ [1224,1530,1387,1666]
mahaveer-headline: ಶ್ರೀ ಭಗವಾನ್ ಮಹಾವೀರ ಜಯಂತಿ [1044,1437,1389,1471]
land-dateline: ಚಿಕ್ಕಬಳ್ಳಾಪುರ: [96,580,168,597]
mahaveer-top-rule [868,1429,1565,1431]
farmers-right-col [741,1848,874,2279]
kodanda-dateline: ಶ್ರೀನಿವಾಸಪುರ: [878,1811,947,1827]
column-rule-bottom [874,1755,875,2279]
mahaveer-bottom-rule [868,1700,1565,1702]
chennai-headline-l1: ಚೆನ್ನೈಗೆ ಸತತ [662,868,764,896]
rasasanje-p2: ಪುರಸಭೆ ಅಧ್ಯಕ್ಷ ಬಿ.ಆರ್.ಭಾಸ್ಕರ್, ಪುರಸಭೆ ಸದಸ್ಯರಾದ, ಸಂಜಯ್ ಸಿಂಗ್, ಹೇಮಂತ್ ಕುಮಾರ್, ಮುಖಂಡರಾದ ಆರ್.ಜಿ.ನರಸಿಂಹಯ್ಯ, ಬಕ್ಕುಸಾಬ್, ಹೊಸೂರ್ ರಾಮು, ಅಶ್ವಥ್ ರಾಮು, ಸುಜಯ್, ವೈ.ಆರ್.ಶಿವಿನಾರಾಯಣ ಇದ್ದರು. [357,368,603,475]
congress-dateline: ಮಾಲೂರು: [611,200,671,218]
bgs-col3-p: ಪರೀಕ್ಷೆಗೆ ಹಾಜರಾಗಿ ೩೦ ವಿದ್ಯಾರ್ಥಿಗಳು ಉತ್ತೀರ್ಣರಾಗಿ, ೯೬ರಷ್ಟು ಫಲಿತಾಂಶ ಲಭಿಸಿದೆ. ಕಲಾವಿಭಾಗದಲ್ಲಿ ೯೫ ವಿದ್ಯಾರ್ಥಿಗಳು ಪರೀಕ್ಷೆಗೆ ಹಾಜರಾಗಿ ೩೫ ವಿದ್ಯಾರ್ಥಿಗಳು ಉತ್ತೀರ್ಣರಾಗುವ ಮೂಲಕ ಶೇಕಡ ೯೦ರಷ್ಟು ಫಲಿತಾಂಶ ಲಭಿಸಿದೆ, ವಾಣಿಜ್ಯ ವಿಭಾಗದಲ್ಲಿ ೧೫೨ ವಿದ್ಯಾರ್ಥಿಗಳು ಪರೀಕ್ಷೆಗೆ ಹಾಜರಾಗಿ ೮೪ ವಿದ್ಯಾರ್ಥಿ ಗಳು ಉತ್ತೀರ್ಣರಾಗುವ ಮೂಲಕ ಶೇ.೩೪ರಷ್ಟು ಫಲಿತಾಂಶ ಲಭಿಸಿದೆ. ವಿಜ್ಞಾನ ವಿಭಾಗದಲ್ಲಿ ಇಕ್ರಾ ಅಂಜುಮ್ ೫೯೧ ಅಂಕಗಳು, ಕಲಾ ವಿಭಾಗದಲ್ಲಿ ಬಿಂದುಶ್ರೀ ಪಿಎಂ ೫೯೨ ಅಂಕಗಳು, ವಾಣಿಜ್ಯ ವಿಭಾಗದಲ್ಲಿ ಅಂಕಗಳು ಪಡೆದಿದ್ದಾರೆ. ಪಟ್ಟಣದ ಬಾಲಕಿಯರ ಪದವಿಪೂರ್ವ ಕಾಲೇಜಿನಲ್ಲಿ ವಿಜ್ಞಾನ ವಿಭಾಗದಲ್ಲಿ ೫೯ ವಿದ್ಯಾರ್ಥಿಗಳು ಪರೀಕ್ಷೆಗೆ ಹಾಜರಾಗಿ ೫೬.೧೫ ಫಲಿತಾಂಶ ಲಭಿಸಿದೆ. [652,1181,839,1590]
congress-col1-text: ತಾಲೂಕಿನಲ್ಲಿ ಕಾಂಗ್ರೆಸ್ ಪಕ್ಷವು ಬಲಿಷ್ಠವಾಗಿದ್ದು ವಿರೋಧ ಪಕ್ಷದವರು ಕಾಂಗ್ರೆಸ್ ಪಕ್ಷದ ಅಭ್ಯರ್ಥಿಗಳ ಮೇಲೆ ಚುನಾವಣೆಯಲ್ಲಿ ಸ್ಪರ್ಧಿಸಲು ಸೋಲಿನ ಭೀತಿಯಿಂದ ಹಿಂದೇಟು ಹಾಕುತ್ತಾರೆ ಎಂದು ಶಾಸಕ ಕೆ.ವೈ.ನಂಜೇಗೌಡ ಹೇಳಿದರು. [611,200,798,352]
kodanda-below-text [1050,2083,1565,2276]
chennai-body [609,933,817,1086]
yuvakaru-col1 [824,920,983,1431]
kodanda-below2: ಮುಖಂಡರಾದ ಚಲಪತಿರಾವ್, ನಾಗರಾಜ್, ವಿಶ್ವನಾಥ್, ಪ್ರಭಾಕರ್, ರಾಮ, ಲಕ್ಷ್ಮಣ, ಜಗದೀಶ್, ಗಿರಿರಾಜ್, ಗಿರಿರಾಜ್, ಕಾರ್ತಿಕ್, ಗೋಪಾಲ್, ಮಂಜು, ಪ್ರಕಾಶ್, ಗೀತಾರಾಜ್ ಇದ್ದರು. [1316,2085,1565,2165]
